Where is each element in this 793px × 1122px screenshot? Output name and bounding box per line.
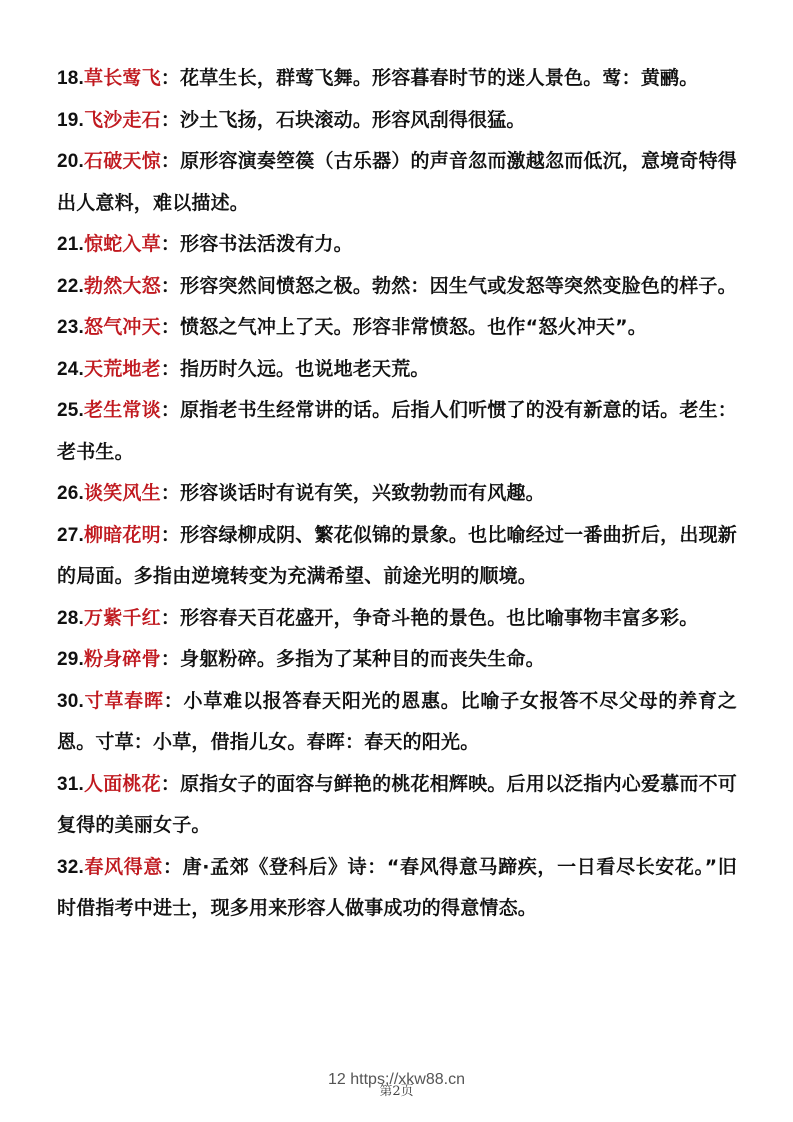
idiom-term: 人面桃花 <box>84 772 161 795</box>
idiom-definition: 形容谈话时有说有笑，兴致勃勃而有风趣。 <box>180 482 545 504</box>
idiom-definition: 形容绿柳成阴、繁花似锦的景象。也比喻经过一番曲折后，出现新的局面。多指由逆境转变为充满希望、前途光明的顺境。 <box>57 523 737 587</box>
idiom-term: 飞沙走石 <box>84 108 161 131</box>
entry-colon: ： <box>160 399 181 421</box>
idiom-definition: 愤怒之气冲上了天。形容非常愤怒。也作“怒火冲天”。 <box>180 316 648 338</box>
entry-number: 25. <box>57 400 85 421</box>
idiom-entry-24 <box>57 349 737 391</box>
idiom-definition: 形容春天百花盛开，争奇斗艳的景色。也比喻事物丰富多彩。 <box>180 606 699 629</box>
idiom-definition: 原指女子的面容与鲜艳的桃花相辉映。后用以泛指内心爱慕而不可复得的美丽女子。 <box>57 772 737 836</box>
idiom-definition: 身躯粉碎。多指为了某种目的而丧失生命。 <box>180 648 545 670</box>
entry-number: 24. <box>57 358 85 380</box>
idiom-term: 万紫千红 <box>84 606 161 629</box>
idiom-entry-19 <box>57 100 737 142</box>
idiom-term: 天荒地老 <box>84 357 161 380</box>
entry-colon: ： <box>160 357 181 380</box>
idiom-term: 春风得意 <box>84 855 163 878</box>
entry-number: 20. <box>57 151 85 172</box>
entry-colon: ： <box>160 316 181 338</box>
idiom-definition: 唐·孟郊《登科后》诗：“春风得意马蹄疾，一日看尽长安花。”旧时借指考中进士，现多用来形容人做事成功的得意情态。 <box>57 855 737 919</box>
entry-colon: ： <box>160 108 181 131</box>
watermark-url: 12 https://xkw88.cn <box>328 1071 465 1088</box>
entry-colon: ： <box>160 482 181 504</box>
entry-number: 18. <box>57 68 85 89</box>
idiom-term: 谈笑风生 <box>84 482 161 504</box>
idiom-entry-30 <box>57 681 737 764</box>
idiom-entry-25 <box>57 390 737 473</box>
page-footer <box>0 1071 793 1099</box>
idiom-entry-18 <box>57 58 737 100</box>
idiom-entry-29 <box>57 639 737 681</box>
idiom-term: 老生常谈 <box>84 399 161 421</box>
idiom-definition: 原指老书生经常讲的话。后指人们听惯了的没有新意的话。老生：老书生。 <box>57 399 737 463</box>
entry-number: 26. <box>57 483 85 504</box>
idiom-entry-22 <box>57 266 737 308</box>
idiom-definition: 沙土飞扬，石块滚动。形容风刮得很猛。 <box>180 108 526 131</box>
entry-number: 28. <box>57 607 85 629</box>
entry-number: 31. <box>57 773 85 795</box>
idiom-definition: 指历时久远。也说地老天荒。 <box>180 357 430 380</box>
idiom-entry-26 <box>57 473 737 515</box>
idiom-term: 粉身碎骨 <box>84 648 161 670</box>
idiom-definition: 小草难以报答春天阳光的恩惠。比喻子女报答不尽父母的养育之恩。寸草：小草，借指儿女。春晖：春天的阳光。 <box>57 689 737 753</box>
idiom-term: 勃然大怒 <box>84 274 161 297</box>
entry-number: 23. <box>57 317 85 338</box>
entry-number: 19. <box>57 109 85 131</box>
entry-colon: ： <box>160 606 181 629</box>
entry-colon: ： <box>160 648 181 670</box>
entry-colon: ： <box>163 689 184 712</box>
idiom-entry-23 <box>57 307 737 349</box>
idiom-entry-20 <box>57 141 737 224</box>
entry-colon: ： <box>160 150 181 172</box>
idiom-term: 柳暗花明 <box>84 523 161 546</box>
idiom-term: 石破天惊 <box>84 150 161 172</box>
document-body <box>57 58 737 930</box>
idiom-definition: 原形容演奏箜篌（古乐器）的声音忽而激越忽而低沉，意境奇特得出人意料，难以描述。 <box>57 150 737 214</box>
entry-colon: ： <box>163 855 183 878</box>
entry-colon: ： <box>160 233 181 255</box>
entry-number: 21. <box>57 234 85 255</box>
idiom-term: 惊蛇入草 <box>84 233 161 255</box>
idiom-definition: 形容突然间愤怒之极。勃然：因生气或发怒等突然变脸色的样子。 <box>180 274 737 297</box>
idiom-entry-32 <box>57 847 737 930</box>
entry-number: 27. <box>57 524 85 546</box>
idiom-entry-21 <box>57 224 737 266</box>
idiom-definition: 形容书法活泼有力。 <box>180 233 353 255</box>
idiom-term: 草长莺飞 <box>84 67 161 89</box>
idiom-entry-28 <box>57 598 737 640</box>
entry-number: 30. <box>57 690 85 712</box>
entry-number: 32. <box>57 856 85 878</box>
entry-number: 29. <box>57 649 85 670</box>
entry-colon: ： <box>160 274 181 297</box>
idiom-term: 怒气冲天 <box>84 316 161 338</box>
entry-colon: ： <box>160 772 181 795</box>
idiom-term: 寸草春晖 <box>84 689 164 712</box>
page-number: 第2页 <box>379 1084 414 1099</box>
idiom-definition: 花草生长，群莺飞舞。形容暮春时节的迷人景色。莺：黄鹂。 <box>180 67 699 89</box>
idiom-entry-27 <box>57 515 737 598</box>
entry-number: 22. <box>57 275 85 297</box>
idiom-entry-31 <box>57 764 737 847</box>
entry-colon: ： <box>160 67 181 89</box>
entry-colon: ： <box>160 523 181 546</box>
